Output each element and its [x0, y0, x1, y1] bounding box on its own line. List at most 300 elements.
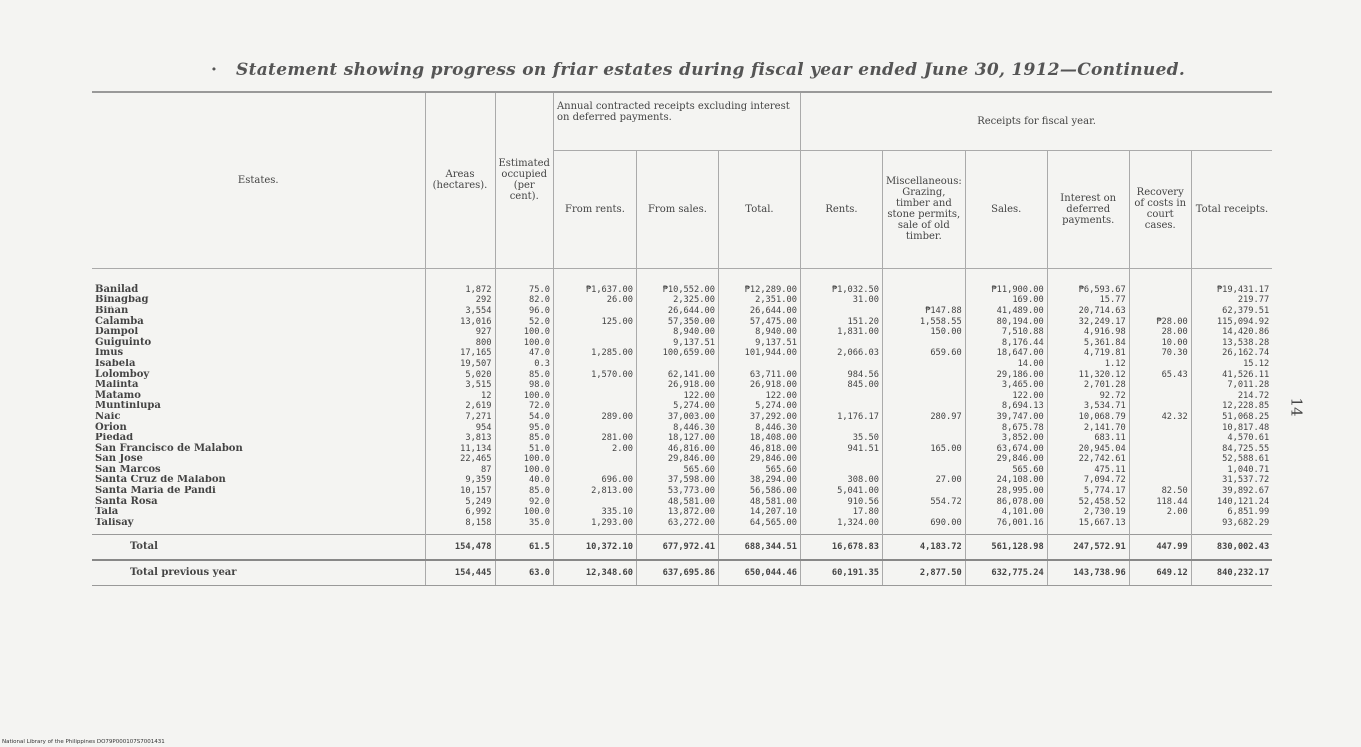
table-row — [92, 443, 1272, 454]
table-cell — [1129, 295, 1191, 306]
table-cell: 169.00 — [965, 295, 1047, 306]
table-cell: 830,002.43 — [1191, 535, 1272, 561]
table-cell: 75.0 — [495, 268, 553, 295]
table-cell: 565.60 — [636, 465, 718, 476]
header-total: Total. — [718, 150, 800, 268]
table-cell: 9,137.51 — [718, 337, 800, 348]
estates-table — [92, 91, 1272, 586]
estate-name: Talisay — [95, 517, 134, 528]
table-cell — [882, 422, 965, 433]
estate-name: Banilad — [95, 283, 139, 295]
table-cell: ₱6,593.67 — [1047, 268, 1129, 295]
table-cell — [553, 454, 636, 465]
header-interest: Interest on deferred payments. — [1047, 150, 1129, 268]
table-cell: 12 — [425, 390, 495, 401]
table-cell: 26.00 — [553, 295, 636, 306]
table-cell: 41,489.00 — [965, 306, 1047, 317]
table-cell: 5,041.00 — [800, 486, 882, 497]
estate-name: Orion — [95, 422, 127, 433]
header-areas: Areas (hectares). — [425, 92, 495, 268]
table-cell: 100.0 — [495, 327, 553, 338]
table-cell: 52,588.61 — [1191, 454, 1272, 465]
estate-name: Biñan — [95, 305, 129, 316]
table-cell: 3,554 — [425, 306, 495, 317]
table-cell: 16,678.83 — [800, 535, 882, 561]
table-cell: 86,078.00 — [965, 496, 1047, 507]
table-cell: 8,940.00 — [636, 327, 718, 338]
table-cell — [553, 380, 636, 391]
table-cell: ₱10,552.00 — [636, 268, 718, 295]
table-cell: 554.72 — [882, 496, 965, 507]
total-previous-year-row — [92, 560, 1272, 586]
table-cell: 54.0 — [495, 412, 553, 423]
header-receipts-group: Receipts for fiscal year. — [800, 92, 1272, 150]
table-cell: 46,818.00 — [718, 443, 800, 454]
estate-name: Total — [92, 535, 425, 561]
table-cell: 8,176.44 — [965, 337, 1047, 348]
table-cell: 447.99 — [1129, 535, 1191, 561]
table-cell — [1129, 306, 1191, 317]
table-cell: 2,701.28 — [1047, 380, 1129, 391]
table-cell: 7,271 — [425, 412, 495, 423]
table-row — [92, 496, 1272, 507]
table-cell: 48,581.00 — [636, 496, 718, 507]
table-cell: 12,228.85 — [1191, 401, 1272, 412]
table-cell: 63,674.00 — [965, 443, 1047, 454]
table-cell — [553, 422, 636, 433]
table-cell — [1129, 518, 1191, 535]
page-number: 14 — [1287, 397, 1306, 417]
table-cell: 18,408.00 — [718, 433, 800, 444]
table-cell: 5,361.84 — [1047, 337, 1129, 348]
table-cell: ₱1,637.00 — [553, 268, 636, 295]
table-cell: 118.44 — [1129, 496, 1191, 507]
table-body — [92, 268, 1272, 586]
table-cell: 2,877.50 — [882, 560, 965, 586]
table-cell: 984.56 — [800, 369, 882, 380]
table-cell: 954 — [425, 422, 495, 433]
table-cell — [800, 465, 882, 476]
table-cell — [1129, 454, 1191, 465]
table-cell: 214.72 — [1191, 390, 1272, 401]
table-cell — [553, 401, 636, 412]
table-cell: 10,372.10 — [553, 535, 636, 561]
table-cell: 115,094.92 — [1191, 316, 1272, 327]
table-cell: 7,094.72 — [1047, 475, 1129, 486]
table-cell — [882, 465, 965, 476]
table-row — [92, 412, 1272, 423]
table-cell: 683.11 — [1047, 433, 1129, 444]
table-cell: 9,359 — [425, 475, 495, 486]
table-cell: 15,667.13 — [1047, 518, 1129, 535]
header-total-receipts: Total receipts. — [1191, 150, 1272, 268]
table-cell: 4,570.61 — [1191, 433, 1272, 444]
estate-name: San Marcos — [95, 464, 161, 475]
header-from-sales: From sales. — [636, 150, 718, 268]
table-cell: 82.50 — [1129, 486, 1191, 497]
table-cell: 154,445 — [425, 560, 495, 586]
table-cell: 125.00 — [553, 316, 636, 327]
table-cell: 48,581.00 — [718, 496, 800, 507]
table-cell: 15.12 — [1191, 359, 1272, 370]
table-cell: 18,647.00 — [965, 348, 1047, 359]
table-cell: 26,644.00 — [718, 306, 800, 317]
table-cell: 2,351.00 — [718, 295, 800, 306]
estate-name: Guiguinto — [95, 337, 152, 348]
table-cell — [553, 327, 636, 338]
table-cell: 280.97 — [882, 412, 965, 423]
table-cell: 63.0 — [495, 560, 553, 586]
table-cell: 26,918.00 — [636, 380, 718, 391]
table-cell: 1,872 — [425, 268, 495, 295]
table-cell: 20,945.04 — [1047, 443, 1129, 454]
table-row — [92, 401, 1272, 412]
table-cell: 1,558.55 — [882, 316, 965, 327]
estate-name: Naic — [95, 411, 121, 422]
table-cell — [553, 359, 636, 370]
table-cell: 4,719.81 — [1047, 348, 1129, 359]
table-cell: 281.00 — [553, 433, 636, 444]
table-cell: 13,016 — [425, 316, 495, 327]
table-row — [92, 422, 1272, 433]
table-cell: 7,510.88 — [965, 327, 1047, 338]
table-cell — [553, 496, 636, 507]
table-cell: 2,619 — [425, 401, 495, 412]
table-cell: 52,458.52 — [1047, 496, 1129, 507]
estate-name: Imus — [95, 348, 124, 359]
table-cell: 29,846.00 — [636, 454, 718, 465]
table-cell: 101,944.00 — [718, 348, 800, 359]
table-cell: 46,816.00 — [636, 443, 718, 454]
title-text: Statement showing progress on friar estates during fiscal year ended June 30, 1912—Continued. — [236, 60, 1186, 80]
table-header — [92, 92, 1272, 268]
header-occupied: Estimated occupied (per cent). — [495, 92, 553, 268]
table-cell — [800, 390, 882, 401]
table-cell: 14.00 — [965, 359, 1047, 370]
table-cell: 62,379.51 — [1191, 306, 1272, 317]
title-mark: · — [211, 60, 218, 80]
table-cell: ₱1,032.50 — [800, 268, 882, 295]
table-cell — [882, 268, 965, 295]
estate-name: Santa Rosa — [95, 496, 158, 507]
table-cell: 31,537.72 — [1191, 475, 1272, 486]
table-cell: 696.00 — [553, 475, 636, 486]
table-cell: 845.00 — [800, 380, 882, 391]
table-cell: 19,507 — [425, 359, 495, 370]
table-cell: 65.43 — [1129, 369, 1191, 380]
table-cell: 335.10 — [553, 507, 636, 518]
table-cell: 2,066.03 — [800, 348, 882, 359]
table-cell: ₱147.88 — [882, 306, 965, 317]
header-from-rents: From rents. — [553, 150, 636, 268]
table-row — [92, 486, 1272, 497]
table-cell — [636, 359, 718, 370]
table-cell: 39,747.00 — [965, 412, 1047, 423]
table-cell: 941.51 — [800, 443, 882, 454]
estate-name: Binagbag — [95, 295, 149, 306]
estate-name: Isabela — [95, 358, 136, 369]
table-cell: 28.00 — [1129, 327, 1191, 338]
table-cell: 2.00 — [553, 443, 636, 454]
table-cell: 1.12 — [1047, 359, 1129, 370]
table-cell: 20,714.63 — [1047, 306, 1129, 317]
table-cell: 140,121.24 — [1191, 496, 1272, 507]
table-cell: 29,846.00 — [718, 454, 800, 465]
table-cell — [1129, 359, 1191, 370]
table-cell — [882, 359, 965, 370]
table-cell: 26,918.00 — [718, 380, 800, 391]
table-cell: 87 — [425, 465, 495, 476]
table-cell: 2,325.00 — [636, 295, 718, 306]
table-cell: 98.0 — [495, 380, 553, 391]
page-title — [211, 60, 1186, 80]
table-cell: 565.60 — [965, 465, 1047, 476]
table-cell: 1,831.00 — [800, 327, 882, 338]
table-row — [92, 475, 1272, 486]
table-cell: 53,773.00 — [636, 486, 718, 497]
table-cell: 29,186.00 — [965, 369, 1047, 380]
table-row — [92, 465, 1272, 476]
table-cell: 31.00 — [800, 295, 882, 306]
table-cell — [882, 380, 965, 391]
table-cell: 308.00 — [800, 475, 882, 486]
table-cell: 24,108.00 — [965, 475, 1047, 486]
table-cell: 10,068.79 — [1047, 412, 1129, 423]
table-cell: 1,570.00 — [553, 369, 636, 380]
table-cell — [800, 422, 882, 433]
table-cell: 154,478 — [425, 535, 495, 561]
table-cell: 32,249.17 — [1047, 316, 1129, 327]
table-cell: 63,711.00 — [718, 369, 800, 380]
total-row — [92, 535, 1272, 561]
table-cell: 1,324.00 — [800, 518, 882, 535]
table-cell: 47.0 — [495, 348, 553, 359]
table-cell: 1,285.00 — [553, 348, 636, 359]
table-cell: 247,572.91 — [1047, 535, 1129, 561]
table-cell: 85.0 — [495, 433, 553, 444]
table-cell — [800, 454, 882, 465]
table-cell — [1129, 422, 1191, 433]
header-misc: Miscellaneous: Grazing, timber and stone permits, sale of old timber. — [882, 150, 965, 268]
table-cell: 1,293.00 — [553, 518, 636, 535]
table-row — [92, 359, 1272, 370]
table-cell: 96.0 — [495, 306, 553, 317]
table-cell: 4,101.00 — [965, 507, 1047, 518]
table-cell: 11,320.12 — [1047, 369, 1129, 380]
table-cell: 5,274.00 — [636, 401, 718, 412]
table-cell: 82.0 — [495, 295, 553, 306]
table-cell: 2,730.19 — [1047, 507, 1129, 518]
table-cell: 292 — [425, 295, 495, 306]
table-cell: 100.0 — [495, 337, 553, 348]
table-cell: 28,995.00 — [965, 486, 1047, 497]
table-cell — [882, 486, 965, 497]
table-cell — [553, 465, 636, 476]
table-cell: 5,274.00 — [718, 401, 800, 412]
estate-name: Santa Cruz de Malabon — [95, 475, 226, 486]
table-cell: 143,738.96 — [1047, 560, 1129, 586]
table-cell: ₱19,431.17 — [1191, 268, 1272, 295]
table-cell: 62,141.00 — [636, 369, 718, 380]
table-cell: 289.00 — [553, 412, 636, 423]
table-row — [92, 390, 1272, 401]
table-cell: 17.80 — [800, 507, 882, 518]
table-cell: 56,586.00 — [718, 486, 800, 497]
table-cell: 5,774.17 — [1047, 486, 1129, 497]
table-cell: 39,892.67 — [1191, 486, 1272, 497]
table-cell: 64,565.00 — [718, 518, 800, 535]
table-cell — [553, 390, 636, 401]
table-cell: 1,176.17 — [800, 412, 882, 423]
table-cell: 5,020 — [425, 369, 495, 380]
table-cell: 650,044.46 — [718, 560, 800, 586]
table-cell: 927 — [425, 327, 495, 338]
table-cell: 10,157 — [425, 486, 495, 497]
table-cell: 57,475.00 — [718, 316, 800, 327]
table-cell: 4,916.98 — [1047, 327, 1129, 338]
table-cell: 41,526.11 — [1191, 369, 1272, 380]
table-cell: 100,659.00 — [636, 348, 718, 359]
table-cell — [1129, 433, 1191, 444]
estate-name: Tala — [95, 506, 119, 518]
table-cell: 8,446.30 — [636, 422, 718, 433]
estate-name: San Francisco de Malabon — [95, 443, 243, 454]
table-cell — [882, 390, 965, 401]
table-cell: 84,725.55 — [1191, 443, 1272, 454]
table-cell: 37,292.00 — [718, 412, 800, 423]
table-cell — [800, 401, 882, 412]
table-cell: 35.50 — [800, 433, 882, 444]
table-cell — [882, 295, 965, 306]
table-cell: 5,249 — [425, 496, 495, 507]
table-cell: 100.0 — [495, 465, 553, 476]
table-cell: 3,534.71 — [1047, 401, 1129, 412]
estate-name: San Jose — [95, 454, 143, 465]
table-cell: 6,851.99 — [1191, 507, 1272, 518]
table-cell: 60,191.35 — [800, 560, 882, 586]
table-cell — [553, 337, 636, 348]
table-cell: 2.00 — [1129, 507, 1191, 518]
table-cell — [718, 359, 800, 370]
estate-name: Santa Maria de Pandi — [95, 485, 216, 497]
estate-name: Dampol — [95, 326, 139, 338]
table-cell — [882, 369, 965, 380]
estate-name: Matamo — [95, 390, 141, 401]
table-row — [92, 369, 1272, 380]
table-cell: 93,682.29 — [1191, 518, 1272, 535]
table-row — [92, 327, 1272, 338]
table-cell: 80,194.00 — [965, 316, 1047, 327]
table-row — [92, 268, 1272, 295]
table-cell: 565.60 — [718, 465, 800, 476]
table-cell — [1129, 390, 1191, 401]
table-cell: 92.72 — [1047, 390, 1129, 401]
footer-credit: National Library of the Philippines DO79P000107S7001431 — [2, 739, 165, 745]
table-cell: 475.11 — [1047, 465, 1129, 476]
table-cell — [1129, 443, 1191, 454]
table-cell: 6,992 — [425, 507, 495, 518]
table-cell: 22,742.61 — [1047, 454, 1129, 465]
table-cell: 8,158 — [425, 518, 495, 535]
table-cell: 122.00 — [636, 390, 718, 401]
header-rents: Rents. — [800, 150, 882, 268]
table-row — [92, 380, 1272, 391]
table-cell — [553, 306, 636, 317]
table-cell: 690.00 — [882, 518, 965, 535]
table-cell: 18,127.00 — [636, 433, 718, 444]
table-cell: 22,465 — [425, 454, 495, 465]
table-row — [92, 337, 1272, 348]
table-cell: 150.00 — [882, 327, 965, 338]
table-row — [92, 518, 1272, 535]
table-cell: 3,465.00 — [965, 380, 1047, 391]
table-row — [92, 295, 1272, 306]
table-cell: 17,165 — [425, 348, 495, 359]
table-cell: 100.0 — [495, 507, 553, 518]
table-cell: 14,207.10 — [718, 507, 800, 518]
table-cell: 9,137.51 — [636, 337, 718, 348]
table-cell: 51,068.25 — [1191, 412, 1272, 423]
table-cell: 800 — [425, 337, 495, 348]
table-cell: 42.32 — [1129, 412, 1191, 423]
table-cell: 688,344.51 — [718, 535, 800, 561]
table-cell: 27.00 — [882, 475, 965, 486]
table-cell: 57,350.00 — [636, 316, 718, 327]
header-annual-group: Annual contracted receipts excluding interest on deferred payments. — [553, 92, 800, 150]
table-cell — [1129, 268, 1191, 295]
table-row — [92, 316, 1272, 327]
table-cell: 659.60 — [882, 348, 965, 359]
table-cell: 122.00 — [965, 390, 1047, 401]
table-cell: 63,272.00 — [636, 518, 718, 535]
table-row — [92, 306, 1272, 317]
table-cell: 37,598.00 — [636, 475, 718, 486]
estate-name: Malinta — [95, 379, 139, 391]
table-cell: 70.30 — [1129, 348, 1191, 359]
table-cell: 51.0 — [495, 443, 553, 454]
table-cell — [882, 507, 965, 518]
table-cell: 840,232.17 — [1191, 560, 1272, 586]
table-cell: 52.0 — [495, 316, 553, 327]
table-cell — [1129, 380, 1191, 391]
table-cell: 1,040.71 — [1191, 465, 1272, 476]
table-cell — [1129, 475, 1191, 486]
table-cell: ₱28.00 — [1129, 316, 1191, 327]
table-cell — [1129, 465, 1191, 476]
table-cell: 92.0 — [495, 496, 553, 507]
table-cell — [800, 306, 882, 317]
table-cell: 3,515 — [425, 380, 495, 391]
table-cell — [800, 359, 882, 370]
estate-name: Calamba — [95, 316, 144, 327]
table-cell: 0.3 — [495, 359, 553, 370]
table-row — [92, 348, 1272, 359]
table-cell: 4,183.72 — [882, 535, 965, 561]
table-cell: 8,940.00 — [718, 327, 800, 338]
table-cell: 100.0 — [495, 454, 553, 465]
table-cell: 3,852.00 — [965, 433, 1047, 444]
table-cell: 219.77 — [1191, 295, 1272, 306]
estate-name: Piedad — [95, 432, 134, 444]
table-cell: 8,694.13 — [965, 401, 1047, 412]
header-sales: Sales. — [965, 150, 1047, 268]
table-cell: 15.77 — [1047, 295, 1129, 306]
table-cell: 38,294.00 — [718, 475, 800, 486]
table-cell: ₱12,289.00 — [718, 268, 800, 295]
table-cell: 8,446.30 — [718, 422, 800, 433]
table-cell: 632,775.24 — [965, 560, 1047, 586]
table-cell: 637,695.86 — [636, 560, 718, 586]
